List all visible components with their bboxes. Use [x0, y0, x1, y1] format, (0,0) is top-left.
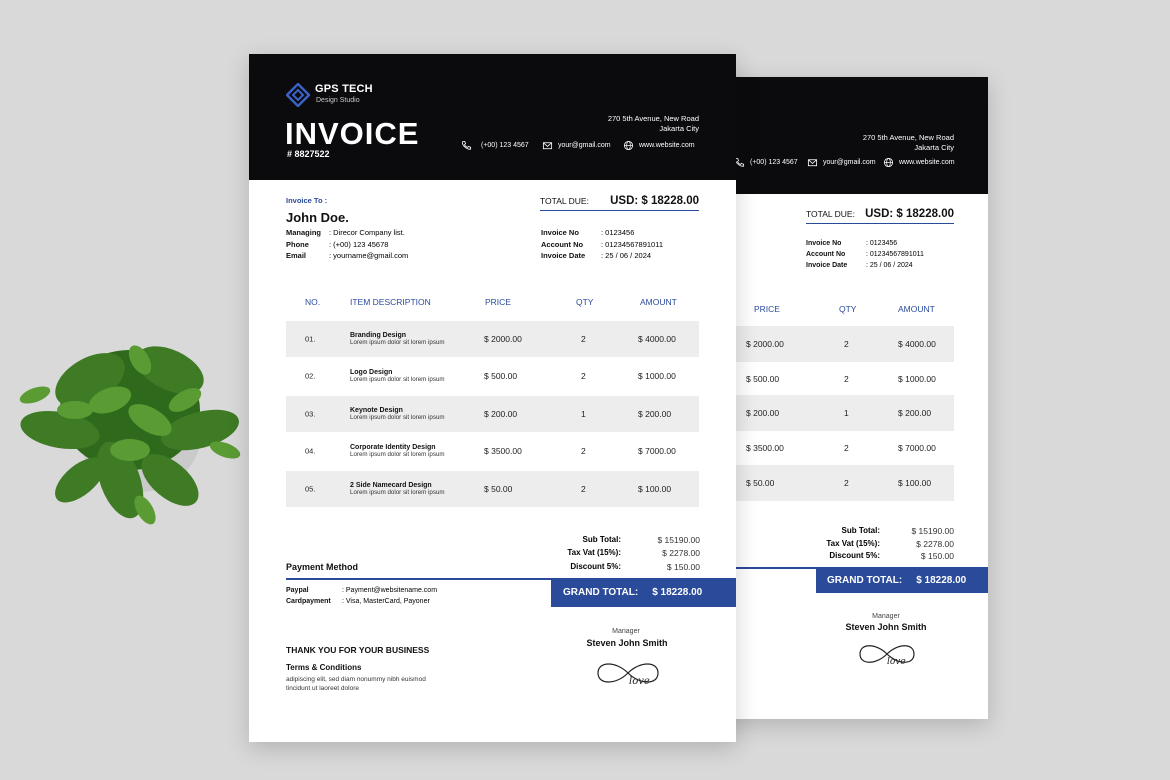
cell-qty: 1: [581, 409, 586, 419]
terms-line1: adipiscing elit, sed diam nonummy nibh euismod: [286, 676, 426, 683]
th-price: PRICE: [485, 297, 511, 307]
grand-total-value: $ 18228.00: [916, 574, 967, 586]
cell-price: $ 50.00: [746, 478, 775, 488]
contact-website-back: [883, 157, 955, 168]
detail-value: : 25 / 06 / 2024: [601, 251, 652, 260]
detail-label: Invoice Date: [541, 251, 586, 260]
discount-label: Discount 5%:: [570, 562, 621, 571]
signature-image-back: [854, 637, 920, 671]
item-description: Lorem ipsum dolor sit lorem ipsum: [350, 339, 445, 346]
subtotal-value-back: $ 15190.00: [911, 526, 954, 536]
grand-total-label: GRAND TOTAL:: [827, 574, 903, 586]
item-title: Branding Design: [350, 332, 407, 339]
detail-label: Invoice Date: [806, 262, 848, 269]
cell-qty: 2: [844, 339, 849, 349]
cell-price: $ 3500.00: [746, 443, 784, 453]
terms-line2: tincidunt ut laoreet dolore: [286, 684, 359, 692]
discount-value: $ 150.00: [666, 562, 700, 572]
email-icon: [542, 140, 553, 151]
thank-you-text: THANK YOU FOR YOUR BUSINESS: [286, 645, 430, 655]
cell-amount: $ 4000.00: [898, 339, 936, 349]
subtotal-label: Sub Total:: [582, 535, 621, 544]
th-qty: QTY: [576, 297, 594, 307]
company-name: GPS TECH: [315, 83, 373, 95]
item-description: Lorem ipsum dolor sit lorem ipsum: [350, 489, 445, 496]
cell-price: $ 500.00: [746, 374, 780, 384]
cell-item: [350, 444, 445, 458]
grand-total-label: GRAND TOTAL:: [563, 587, 639, 598]
invoice-header-back: [700, 77, 988, 194]
subtotal-label-back: Sub Total:: [841, 526, 880, 535]
contact-email: [542, 140, 611, 151]
table-row: [286, 433, 699, 469]
invoice-to-heading: Invoice To :: [286, 196, 328, 205]
cell-price: $ 500.00: [484, 371, 518, 381]
field-label: Managing: [286, 228, 321, 237]
th-description: ITEM DESCRIPTION: [350, 297, 431, 307]
total-due-value: USD: $ 18228.00: [865, 208, 954, 220]
field-label: Phone: [286, 239, 309, 249]
company-address: [608, 114, 699, 134]
address-line2: Jakarta City: [659, 124, 699, 133]
table-row-back: [700, 326, 954, 362]
table-row: [286, 358, 699, 394]
tax-value: $ 2278.00: [662, 548, 700, 558]
globe-icon: [883, 157, 894, 168]
total-due: [540, 195, 699, 211]
phone-text: (+00) 123 4567: [481, 142, 529, 149]
table-row: [286, 321, 699, 357]
total-due-label: TOTAL DUE:: [806, 209, 855, 219]
contact-email-back: [807, 157, 876, 168]
cell-no: 04.: [305, 446, 316, 456]
detail-label: Invoice No: [541, 228, 579, 237]
detail-label: Account No: [541, 239, 584, 249]
cell-price: $ 3500.00: [484, 446, 522, 456]
invoice-details: [541, 227, 663, 262]
payment-method-heading: Payment Method: [286, 562, 359, 572]
cell-price: $ 200.00: [746, 408, 780, 418]
phone-text: (+00) 123 4567: [750, 159, 798, 166]
payment-label: Cardpayment: [286, 598, 331, 605]
table-row-back: [700, 361, 954, 397]
th-no: NO.: [305, 297, 321, 307]
table-row-back: [700, 465, 954, 501]
company-tagline: Design Studio: [316, 97, 360, 104]
address-line2: Jakarta City: [914, 143, 954, 152]
cell-item: [350, 407, 445, 421]
cell-amount: $ 200.00: [898, 408, 932, 418]
discount-value-back: $ 150.00: [920, 551, 954, 561]
company-logo-icon: [286, 83, 310, 107]
cell-qty: 1: [844, 408, 849, 418]
contact-phone: [461, 140, 529, 151]
email-text: your@gmail.com: [558, 142, 611, 149]
invoice-number: # 8827522: [287, 149, 330, 159]
invoice-sheet-back: [700, 77, 988, 719]
field-value: : (+00) 123 45678: [329, 239, 389, 249]
cell-price: $ 2000.00: [746, 339, 784, 349]
total-due-label: TOTAL DUE:: [540, 196, 589, 206]
cell-qty: 2: [844, 374, 849, 384]
signature-image: [593, 655, 663, 691]
discount-label-back: Discount 5%:: [829, 551, 880, 560]
potted-plant-image: [0, 300, 260, 560]
cell-item: [350, 482, 445, 496]
website-text: www.website.com: [639, 142, 695, 149]
field-value: : yourname@gmail.com: [329, 251, 409, 260]
email-icon: [807, 157, 818, 168]
item-title: Corporate Identity Design: [350, 444, 436, 451]
item-title: Logo Design: [350, 369, 393, 376]
cell-amount: $ 7000.00: [638, 446, 676, 456]
detail-label: Account No: [806, 251, 846, 258]
contact-phone-back: [734, 157, 798, 168]
terms-text: [286, 676, 426, 693]
table-row: [286, 471, 699, 507]
globe-icon: [623, 140, 634, 151]
item-title: 2 Side Namecard Design: [350, 482, 432, 489]
cell-qty: 2: [581, 484, 586, 494]
subtotal-value: $ 15190.00: [657, 535, 700, 545]
grand-total-back: [816, 567, 988, 593]
invoice-header: [249, 54, 736, 180]
payment-label: Paypal: [286, 587, 309, 594]
item-title: Keynote Design: [350, 407, 403, 414]
cell-no: 03.: [305, 409, 316, 419]
cell-item: [350, 332, 445, 346]
manager-name: Steven John Smith: [586, 638, 668, 648]
cell-amount: $ 4000.00: [638, 334, 676, 344]
cell-no: 01.: [305, 334, 316, 344]
item-description: Lorem ipsum dolor sit lorem ipsum: [350, 376, 445, 383]
field-label: Email: [286, 251, 307, 260]
cell-amount: $ 100.00: [898, 478, 932, 488]
field-value: : Direcor Company list.: [329, 228, 405, 237]
invoice-title: INVOICE: [285, 116, 420, 151]
detail-value: : 01234567891011: [866, 251, 924, 258]
manager-name-back: Steven John Smith: [845, 622, 927, 632]
table-row-back: [700, 395, 954, 431]
signature-script: love: [887, 657, 906, 667]
invoice-details-back: [806, 238, 924, 271]
th-qty-back: QTY: [839, 304, 857, 314]
table-row: [286, 396, 699, 432]
cell-amount: $ 100.00: [638, 484, 672, 494]
cell-price: $ 2000.00: [484, 334, 522, 344]
cell-qty: 2: [581, 446, 586, 456]
cell-amount: $ 200.00: [638, 409, 672, 419]
detail-value: : 0123456: [866, 240, 898, 247]
manager-role-back: Manager: [872, 613, 900, 620]
detail-value: : 01234567891011: [601, 239, 664, 249]
address-line1: 270 5th Avenue, New Road: [607, 114, 699, 123]
website-text: www.website.com: [899, 159, 955, 166]
tax-value-back: $ 2278.00: [916, 539, 954, 549]
cell-qty: 2: [581, 334, 586, 344]
total-due-value: USD: $ 18228.00: [610, 195, 699, 207]
contact-website: [623, 140, 695, 151]
table-row-back: [700, 430, 954, 466]
th-amount-back: AMOUNT: [898, 304, 935, 314]
cell-amount: $ 1000.00: [638, 371, 676, 381]
email-text: your@gmail.com: [823, 159, 876, 166]
detail-value: : 25 / 06 / 2024: [866, 262, 913, 269]
invoice-sheet-front: [249, 54, 736, 742]
cell-qty: 2: [844, 443, 849, 453]
tax-label-back: Tax Vat (15%):: [826, 539, 880, 548]
cell-qty: 2: [844, 478, 849, 488]
cell-no: 02.: [305, 371, 316, 381]
tax-label: Tax Vat (15%):: [567, 548, 621, 557]
cell-amount: $ 1000.00: [898, 374, 936, 384]
manager-role: Manager: [612, 628, 640, 635]
payment-divider: [286, 578, 551, 580]
grand-total-bar: [551, 578, 736, 607]
item-description: Lorem ipsum dolor sit lorem ipsum: [350, 414, 445, 421]
cell-amount: $ 7000.00: [898, 443, 936, 453]
payment-value: : Visa, MasterCard, Payoner: [342, 598, 430, 605]
cell-price: $ 200.00: [484, 409, 518, 419]
cell-item: [350, 369, 445, 383]
payment-methods: [286, 585, 437, 607]
detail-label: Invoice No: [806, 240, 842, 247]
grand-total-value: $ 18228.00: [652, 587, 703, 598]
th-amount: AMOUNT: [640, 297, 677, 307]
cell-price: $ 50.00: [484, 484, 513, 494]
cell-qty: 2: [581, 371, 586, 381]
client-details: [286, 227, 408, 262]
cell-no: 05.: [305, 484, 316, 494]
detail-value: : 0123456: [601, 228, 635, 237]
address-line1: 270 5th Avenue, New Road: [862, 133, 954, 142]
total-due-back: [806, 208, 954, 224]
payment-value: : Payment@websitename.com: [342, 587, 438, 594]
terms-heading: Terms & Conditions: [286, 663, 362, 672]
item-description: Lorem ipsum dolor sit lorem ipsum: [350, 451, 445, 458]
th-price-back: PRICE: [754, 304, 780, 314]
company-address-back: [863, 133, 954, 153]
signature-script: love: [629, 676, 650, 687]
phone-icon: [461, 140, 472, 151]
client-name: John Doe.: [286, 210, 349, 225]
